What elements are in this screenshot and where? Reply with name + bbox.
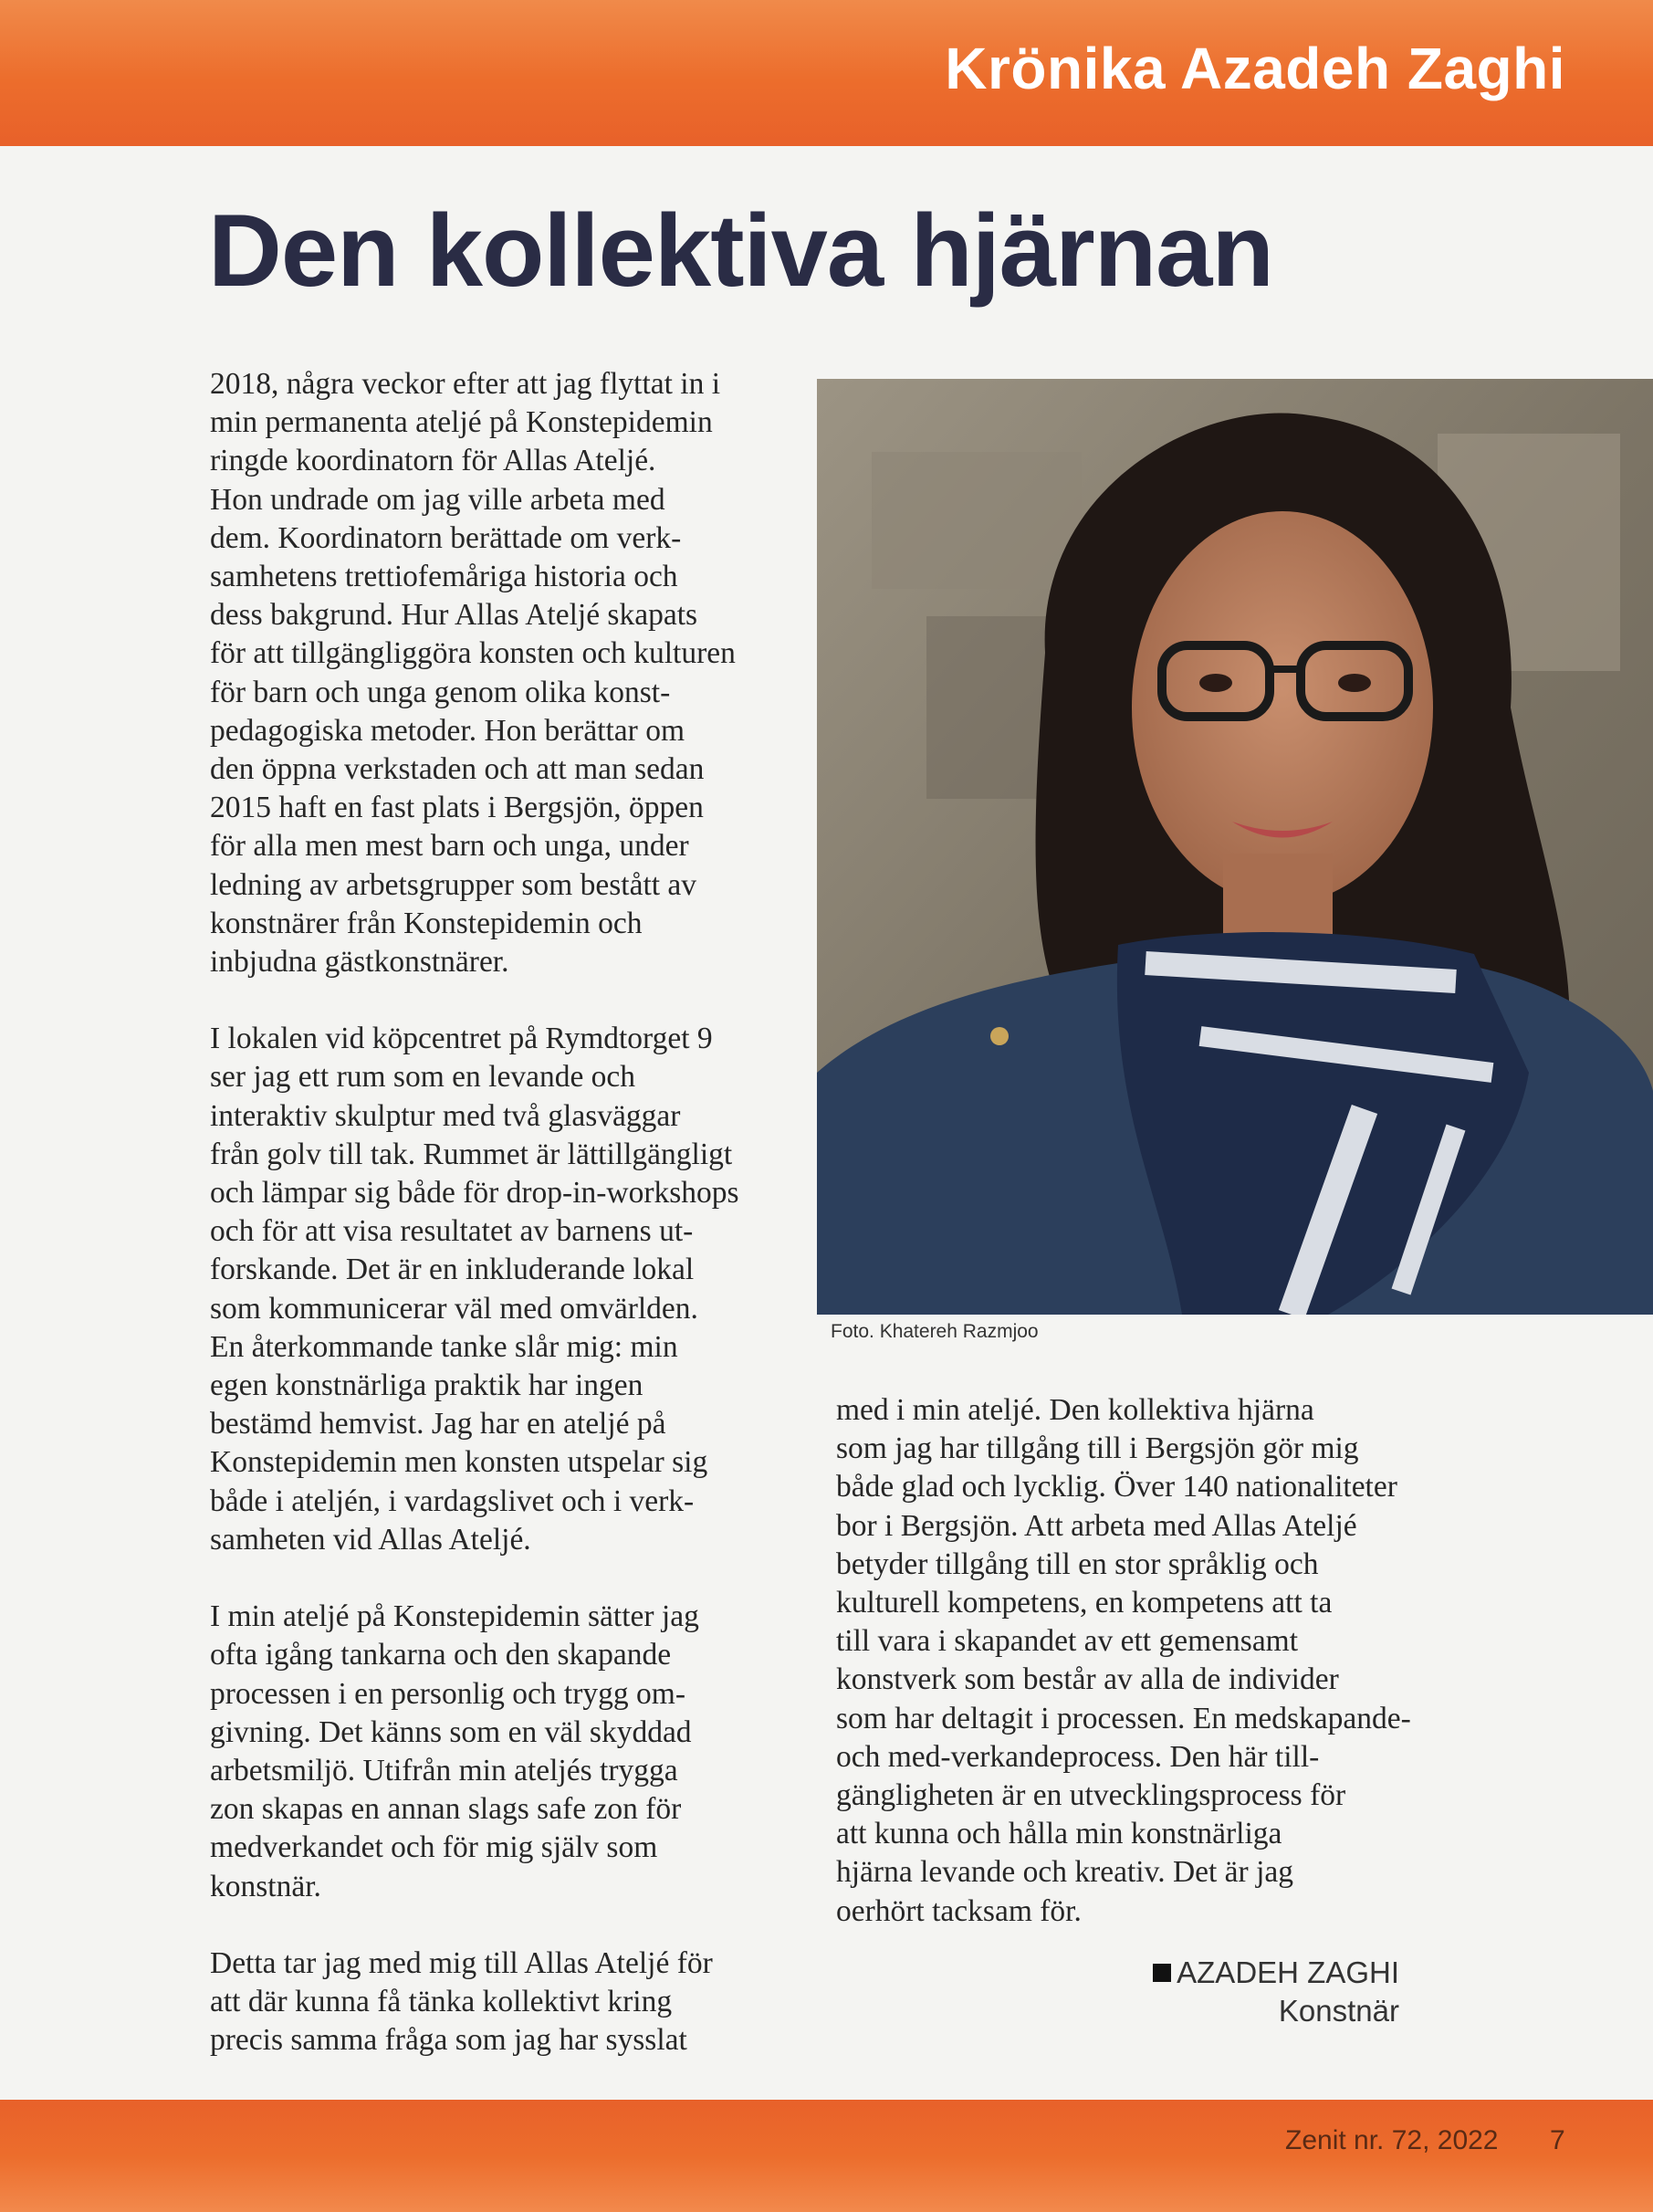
author-name: AZADEH ZAGHI (1177, 1955, 1399, 1989)
text-line: som har deltagit i processen. En medskapande- (836, 1701, 1411, 1735)
text-line: och lämpar sig både för drop-in-workshops (210, 1176, 739, 1211)
text-line: den öppna verkstaden och att man sedan (210, 752, 705, 787)
text-line: En återkommande tanke slår mig: min (210, 1329, 678, 1364)
text-line: till vara i skapandet av ett gemensamt (836, 1624, 1299, 1659)
text-line: zon skapas en annan slags safe zon för (210, 1792, 682, 1827)
portrait-illustration (817, 379, 1653, 1315)
text-line: för att tillgängliggöra konsten och kulturen (210, 636, 736, 671)
text-line: I lokalen vid köpcentret på Rymdtorget 9 (210, 1022, 713, 1056)
text-line: med i min ateljé. Den kollektiva hjärna (836, 1393, 1314, 1427)
text-line: bestämd hemvist. Jag har en ateljé på (210, 1407, 666, 1441)
square-bullet-icon (1153, 1964, 1171, 1982)
text-line: ledning av arbetsgrupper som bestått av (210, 867, 697, 902)
text-line: pedagogiska metoder. Hon berättar om (210, 713, 685, 748)
author-signature (1153, 1954, 1399, 2030)
text-line: som kommunicerar väl med omvärlden. (210, 1291, 698, 1326)
page-number: 7 (1550, 2125, 1565, 2155)
text-line: både i ateljén, i vardagslivet och i verk- (210, 1483, 695, 1518)
text-line: interaktiv skulptur med två glasväggar (210, 1098, 681, 1133)
text-line: arbetsmiljö. Utifrån min ateljés trygga (210, 1753, 678, 1787)
text-line: givning. Det känns som en väl skyddad (210, 1714, 692, 1749)
text-line: konstverk som består av alla de individer (836, 1662, 1339, 1697)
text-line (210, 981, 739, 1020)
text-line: samheten vid Allas Ateljé. (210, 1522, 531, 1557)
text-line: hjärna levande och kreativ. Det är jag (836, 1855, 1294, 1890)
text-line (210, 1906, 739, 1945)
text-line: från golv till tak. Rummet är lättillgängligt (210, 1137, 733, 1171)
text-line: dess bakgrund. Hur Allas Ateljé skapats (210, 598, 698, 633)
text-line: ofta igång tankarna och den skapande (210, 1638, 672, 1672)
text-line: oerhört tacksam för. (836, 1893, 1082, 1928)
author-role: Konstnär (1278, 1994, 1399, 2028)
text-line: Detta tar jag med mig till Allas Ateljé för (210, 1945, 713, 1980)
text-line: egen konstnärliga praktik har ingen (210, 1368, 643, 1403)
portrait-photo (817, 379, 1653, 1315)
text-line: processen i en personlig och trygg om- (210, 1676, 685, 1711)
text-line: samhetens trettiofemåriga historia och (210, 560, 678, 594)
text-line: konstnärer från Konstepidemin och (210, 906, 643, 940)
issue-label: Zenit nr. 72, 2022 (1285, 2125, 1499, 2155)
right-text-column (836, 1391, 1411, 1931)
text-line: Konstepidemin men konsten utspelar sig (210, 1445, 708, 1480)
text-line (210, 1559, 739, 1598)
text-line: gängligheten är en utvecklingsprocess för (836, 1778, 1346, 1813)
text-line: konstnär. (210, 1869, 321, 1903)
left-text-column (210, 365, 739, 2060)
text-line: ser jag ett rum som en levande och (210, 1060, 636, 1095)
article-title: Den kollektiva hjärnan (208, 194, 1273, 308)
text-line: att där kunna få tänka kollektivt kring (210, 1984, 673, 2018)
text-line: för barn och unga genom olika konst- (210, 675, 671, 709)
text-line: 2018, några veckor efter att jag flyttat in i (210, 367, 721, 401)
text-line: inbjudna gästkonstnärer. (210, 945, 509, 980)
text-line: att kunna och hålla min konstnärliga (836, 1817, 1282, 1851)
text-line: 2015 haft en fast plats i Bergsjön, öppen (210, 791, 704, 825)
text-line: dem. Koordinatorn berättade om verk- (210, 520, 682, 555)
text-line: och för att visa resultatet av barnens ut- (210, 1214, 694, 1249)
text-line: Hon undrade om jag ville arbeta med (210, 482, 665, 517)
text-line: betyder tillgång till en stor språklig och (836, 1546, 1319, 1581)
text-line: medverkandet och för mig själv som (210, 1830, 658, 1865)
text-line: bor i Bergsjön. Att arbeta med Allas Ateljé (836, 1508, 1357, 1543)
text-line: för alla men mest barn och unga, under (210, 829, 689, 864)
text-line: ringde koordinatorn för Allas Ateljé. (210, 444, 656, 478)
photo-caption: Foto. Khatereh Razmjoo (831, 1321, 1039, 1342)
text-line: forskande. Det är en inkluderande lokal (210, 1253, 695, 1287)
text-line: både glad och lycklig. Över 140 nationaliteter (836, 1470, 1397, 1504)
text-line: min permanenta ateljé på Konstepidemin (210, 405, 713, 440)
text-line: som jag har tillgång till i Bergsjön gör mig (836, 1431, 1359, 1466)
text-line: kulturell kompetens, en kompetens att ta (836, 1586, 1333, 1620)
column-kicker: Krönika Azadeh Zaghi (945, 36, 1565, 101)
text-line: I min ateljé på Konstepidemin sätter jag (210, 1599, 699, 1634)
text-line: precis samma fråga som jag har sysslat (210, 2023, 687, 2058)
text-line: och med-verkandeprocess. Den här till- (836, 1739, 1320, 1774)
